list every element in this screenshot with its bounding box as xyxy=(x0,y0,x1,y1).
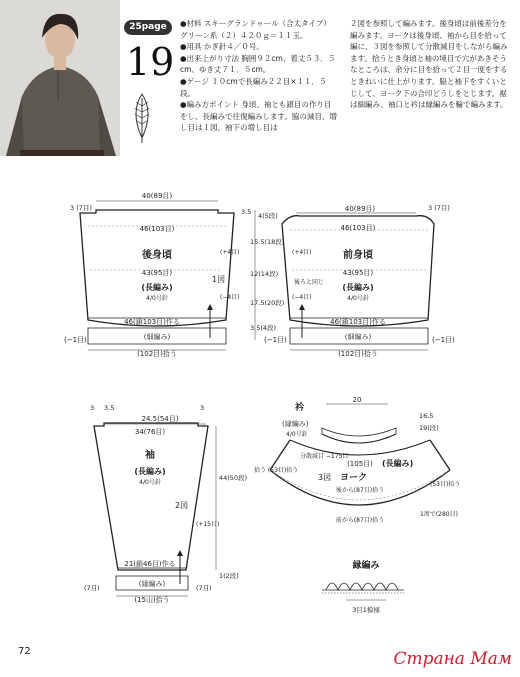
sleeve-dim-3: 3 xyxy=(200,404,205,412)
sleeve-inc: (+15目) xyxy=(196,521,220,528)
back-dec-bottom: (−1目) xyxy=(64,336,87,344)
yoke-dim-top: 20 xyxy=(352,396,362,404)
center-dim-0: 3.5 xyxy=(241,208,252,216)
pattern-number: 19 xyxy=(126,40,175,84)
front-title: 前身頃 xyxy=(343,250,373,261)
center-dim-5: 3.5(4段) xyxy=(250,324,277,332)
center-dim-4: 17.5(20段) xyxy=(250,299,285,307)
center-dim-2: 15.5(18段) xyxy=(250,238,285,246)
back-diagram xyxy=(64,192,240,358)
yoke-collar: 衿 xyxy=(295,403,305,413)
back-dec: (−4目) xyxy=(220,294,240,301)
sleeve-diagram xyxy=(84,404,247,604)
front-side: 3 (7目) xyxy=(428,204,450,212)
front-dim-top: 40(89目) xyxy=(344,205,376,213)
instructions-column-1: ●材料 スキーグランドゥール（合太タイプ）グリーン系（２）４２０ｇ＝１１玉。 ●用具 かぎ針４／０号。 ●出来上がり寸法 胸囲９２cm、着丈５３．５cm、ゆき丈７１．５cm。 ●ゲージ １０cmで長編み２２目×１１．５段。 ●編み方ポイント 身頃、袖とも鎖目の作り目をし、長編みで往復編みします。脇の減目、増し目は１図、袖下の増し目は xyxy=(180,19,337,133)
front-dec-bottom: (−1目) xyxy=(264,336,287,344)
back-fig: 1図 xyxy=(212,275,226,284)
front-hook: 4/0号針 xyxy=(347,295,369,302)
sleeve-edge: (縁編み) xyxy=(138,580,166,588)
yoke-pick-mid: 後から(87目)拾う xyxy=(335,487,385,494)
border-title: 縁編み xyxy=(352,561,380,571)
sleeve-hook: 4/0号針 xyxy=(139,479,161,486)
center-dims xyxy=(241,208,284,340)
front-diagram xyxy=(264,204,455,358)
front-dim-mid: 43(95目) xyxy=(342,269,374,277)
yoke-stitches: (105目) xyxy=(347,460,373,468)
sleeve-dim-1: 3.5 xyxy=(104,404,115,412)
sleeve-chain: 21(鎖46目)作る xyxy=(124,560,176,568)
front-dim-upper: 46(103目) xyxy=(340,224,376,232)
yoke-pick-bot: 前から(87目)拾う xyxy=(335,517,385,524)
yoke-title: ヨーク xyxy=(340,473,368,483)
sleeve-stitch: (長編み) xyxy=(134,467,166,476)
center-dim-3: 12(14段) xyxy=(250,270,279,278)
yoke-stitch-r: (長編み) xyxy=(382,459,414,468)
front-inc: (+4目) xyxy=(292,249,312,256)
back-dim-mid: 43(95目) xyxy=(141,269,173,277)
back-pick: (102目)拾う xyxy=(137,350,177,358)
yoke-collar-stitch: (縁編み) xyxy=(282,420,309,428)
yoke-diagram xyxy=(254,396,460,524)
back-dim-upper: 46(103目) xyxy=(139,225,175,233)
sleeve-height: 44(50段) xyxy=(219,474,248,482)
yoke-dec-total: 分散減目 −175目 xyxy=(300,453,349,460)
yoke-hook: 4/0号針 xyxy=(286,431,308,438)
border-pattern xyxy=(322,559,404,614)
back-stitch: (長編み) xyxy=(141,283,173,292)
sleeve-edge-h: 1(2段) xyxy=(219,572,239,580)
yoke-pick-r: (53目)拾う xyxy=(430,481,461,488)
yoke-pick-l: 拾う (53目)拾う xyxy=(254,467,299,474)
yoke-dim-side-1: 19(段) xyxy=(419,424,439,432)
yoke-dim-side-0: 16.5 xyxy=(419,412,434,420)
instructions-column-2: ２図を参照して編みます。後身頃は前後差分を編みます。ヨークは後身頃、袖から目を拾って編に、３図を参照して分散減目をしながら編みます。拾うとき身頃と袖の境目で穴があきそうなところは、余分に目を拾って２目一度をするときれいに仕上がります。脇と袖下をすくいとじして、ヨーク下の合印どうしをとじます。裾は細編み、袖口と衿は縁編みを輪で編みます。 xyxy=(350,19,508,110)
back-edge: (細編み) xyxy=(143,333,171,341)
front-edge: (細編み) xyxy=(344,333,372,341)
sleeve-dim-2: 24.5(54目) xyxy=(141,415,179,423)
front-dec: (−4目) xyxy=(292,294,312,301)
back-hook: 4/0号針 xyxy=(146,295,168,302)
front-same: 後ろと同じ xyxy=(294,279,325,286)
back-inc: (+4目) xyxy=(220,249,240,256)
watermark-logo: Страна Мам xyxy=(393,649,512,669)
front-stitch: (長編み) xyxy=(342,283,374,292)
sleeve-dim-upper: 34(76目) xyxy=(134,428,166,436)
yoke-round: 1周で(280目) xyxy=(420,511,458,518)
border-repeat: 3目1模様 xyxy=(352,606,380,614)
sleeve-title: 袖 xyxy=(145,450,155,461)
sleeve-side-l: (7目) xyxy=(84,584,100,592)
front-chain: 46(鎖103目)作る xyxy=(330,318,386,326)
page-number: 72 xyxy=(18,646,31,657)
back-side-top: 3 (7目) xyxy=(70,204,92,212)
back-title: 後身頃 xyxy=(142,250,172,261)
sleeve-fig: 2図 xyxy=(175,501,189,510)
front-dec-r: (−1目) xyxy=(432,336,455,344)
back-dim-top: 40(89目) xyxy=(141,192,173,200)
page-ref-badge: 25page xyxy=(124,20,172,35)
sleeve-side-r: (7目) xyxy=(196,584,212,592)
yoke-fig: 3図 xyxy=(318,473,332,482)
center-dim-1: 4(5段) xyxy=(258,212,278,220)
back-chain: 46(鎖103目)作る xyxy=(124,318,180,326)
sleeve-dim-0: 3 xyxy=(90,404,95,412)
front-pick: (102目)拾う xyxy=(338,350,378,358)
sleeve-pick: (15山)拾う xyxy=(134,596,170,604)
